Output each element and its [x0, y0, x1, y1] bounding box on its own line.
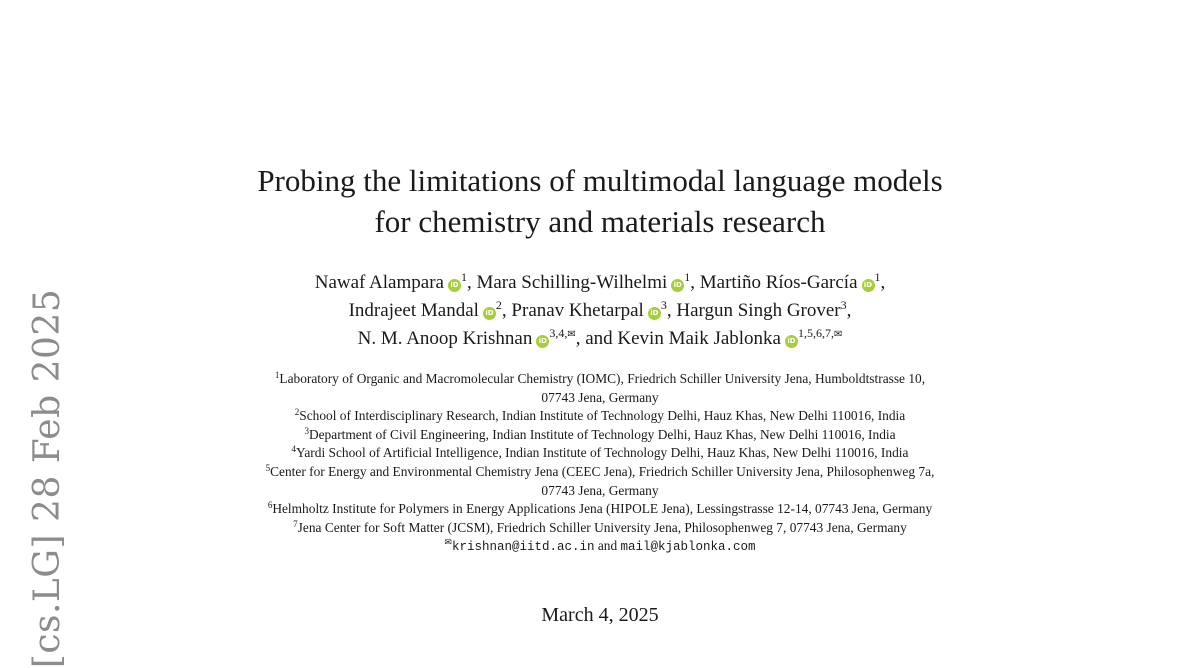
affiliation-list — [150, 370, 1050, 557]
paper-title — [150, 160, 1050, 242]
mail-icon[interactable]: ✉ — [567, 329, 576, 340]
email-link[interactable]: mail@kjablonka.com — [620, 540, 756, 555]
author: Martiño Ríos-García $iD^1$ — [699, 270, 881, 293]
author-line-3: N. M. Anoop Krishnan $iD^{3,4,✉}$, and Kevin Maik Jablonka $iD^{1,5,6,7,✉}$ — [357, 326, 843, 349]
affiliation-continuation: 07743 Jena, Germany — [541, 482, 659, 498]
publication-date: March 4, 2025 — [541, 604, 659, 626]
author: N. M. Anoop Krishnan $iD^{3,4,✉}$ — [357, 326, 576, 349]
orcid-icon[interactable]: iD — [862, 279, 875, 292]
orcid-icon[interactable]: iD — [448, 279, 461, 292]
author: Nawaf Alampara $iD^1$ — [314, 270, 467, 293]
affiliation: $^4$Yardi School of Artificial Intelligence, Indian Institute of Technology Delhi, Hauz Khas, New Delhi 110016, India — [291, 444, 909, 461]
author-line-2: Indrajeet Mandal $iD^2$, Pranav Khetarpal $iD^3$, Hargun Singh Grover$^3$, — [348, 298, 852, 321]
author-line-1: Nawaf Alampara $iD^1$, Mara Schilling-Wilhelmi $iD^1$, Martiño Ríos-García $iD^1$, — [314, 270, 886, 293]
affiliation: $^3$Department of Civil Engineering, Indian Institute of Technology Delhi, Hauz Khas, New Delhi 110016, India — [304, 425, 896, 442]
affiliation: $^1$Laboratory of Organic and Macromolecular Chemistry (IOMC), Friedrich Schiller University Jena, Humboldtstrasse 10, — [274, 370, 926, 386]
author: Hargun Singh Grover$^3$ — [676, 298, 847, 321]
title-line-2: for chemistry and materials research — [374, 204, 826, 239]
arxiv-stamp-text: [cs.LG] 28 Feb 2025 — [27, 288, 69, 668]
mail-icon[interactable]: ✉ — [833, 329, 843, 340]
email-link[interactable]: krishnan@iitd.ac.in — [451, 540, 595, 555]
mail-icon: ✉ — [444, 538, 452, 549]
arxiv-identifier-stamp — [22, 288, 74, 668]
author-list — [150, 269, 1050, 353]
author: Mara Schilling-Wilhelmi $iD^1$ — [476, 270, 691, 293]
orcid-icon[interactable]: iD — [671, 279, 684, 292]
affiliation: $^5$Center for Energy and Environmental Chemistry Jena (CEEC Jena), Friedrich Schiller University Jena, Philosophenweg 7a, — [265, 462, 935, 479]
affiliation: $^7$Jena Center for Soft Matter (JCSM), Friedrich Schiller University Jena, Philosophenweg 7, 07743 Jena, Germany — [293, 518, 907, 535]
affiliation-continuation: 07743 Jena, Germany — [541, 389, 659, 405]
orcid-icon[interactable]: iD — [483, 307, 496, 320]
orcid-icon[interactable]: iD — [785, 335, 798, 348]
affiliation: $^2$School of Interdisciplinary Research, Indian Institute of Technology Delhi, Hauz Khas, New Delhi 110016, India — [294, 407, 906, 424]
affiliation: $^6$Helmholtz Institute for Polymers in Energy Applications Jena (HIPOLE Jena), Lessingstrasse 12-14, 07743 Jena, Germany — [267, 500, 933, 517]
orcid-icon[interactable]: iD — [536, 335, 549, 348]
author: Kevin Maik Jablonka $iD^{1,5,6,7,✉}$ — [617, 326, 843, 349]
author: Indrajeet Mandal $iD^2$ — [348, 298, 502, 321]
orcid-icon[interactable]: iD — [648, 307, 661, 320]
author: Pranav Khetarpal $iD^3$ — [511, 298, 667, 321]
title-line-1: Probing the limitations of multimodal language models — [257, 163, 943, 198]
correspondence-emails: ✉krishnan@iitd.ac.in and mail@kjablonka.com — [444, 538, 756, 555]
